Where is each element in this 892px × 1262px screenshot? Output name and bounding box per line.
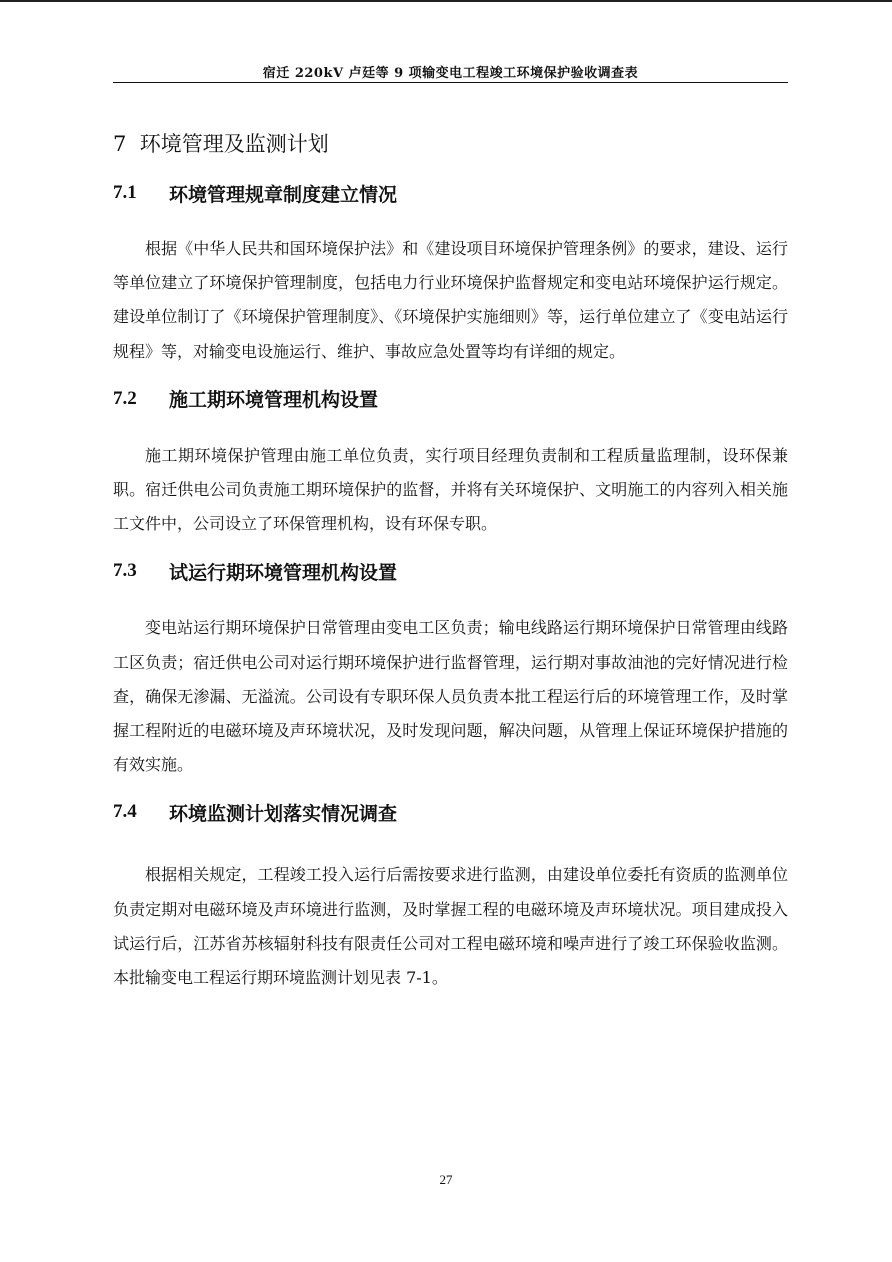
section-paragraph-7-3: 变电站运行期环境保护日常管理由变电工区负责；输电线路运行期环境保护日常管理由线路工区负责；宿迁供电公司对运行期环境保护进行监督管理，运行期对事故油池的完好情况进行检查，确保无渗漏、无溢流。公司设有专职环保人员负责本批工程运行后的环境管理工作，及时掌握工程附近的电磁环境及声环境状况，及时发现问题，解决问题，从管理上保证环境保护措施的有效实施。: [113, 618, 788, 775]
section-heading-7-3: [113, 551, 788, 591]
chapter-heading: [113, 124, 788, 164]
section-title: 施工期环境管理机构设置: [169, 389, 379, 412]
document-body: [113, 124, 788, 995]
section-paragraph-7-2: 施工期环境保护管理由施工单位负责，实行项目经理负责制和工程质量监理制，设环保兼职。宿迁供电公司负责施工期环境保护的监督，并将有关环境保护、文明施工的内容列入相关施工文件中，公司设立了环保管理机构，设有环保专职。: [113, 445, 788, 534]
section-title: 环境管理规章制度建立情况: [169, 183, 398, 206]
running-header: 宿迁 220kV 卢廷等 9 项输变电工程竣工环境保护验收调查表: [262, 66, 639, 81]
header-rule: [113, 82, 788, 83]
section-paragraph-7-4: 根据相关规定，工程竣工投入运行后需按要求进行监测，由建设单位委托有资质的监测单位负责定期对电磁环境及声环境进行监测，及时掌握工程的电磁环境及声环境状况。项目建成投入试运行后，江苏省苏核辐射科技有限责任公司对工程电磁环境和噪声进行了竣工环保验收监测。本批输变电工程运行期环境监测计划见表 7-1。: [113, 865, 788, 988]
section-number: 7.4: [113, 801, 137, 823]
chapter-title: 环境管理及监测计划: [139, 132, 329, 156]
chapter-number: 7: [113, 132, 127, 156]
section-title: 环境监测计划落实情况调查: [169, 802, 398, 825]
section-number: 7.2: [113, 387, 137, 409]
section-number: 7.3: [113, 560, 137, 582]
section-title: 试运行期环境管理机构设置: [169, 561, 398, 584]
section-paragraph-7-1: 根据《中华人民共和国环境保护法》和《建设项目环境保护管理条例》的要求，建设、运行等单位建立了环境保护管理制度，包括电力行业环境保护监督规定和变电站环境保护运行规定。建设单位制订了《环境保护管理制度》、《环境保护实施细则》等，运行单位建立了《变电站运行规程》等，对输变电设施运行、维护、事故应急处置等均有详细的规定。: [113, 239, 788, 361]
section-number: 7.1: [113, 182, 137, 203]
section-heading-7-2: [113, 379, 788, 419]
page-top-border: [0, 0, 892, 2]
section-heading-7-4: [113, 792, 788, 832]
section-heading-7-1: [113, 174, 788, 212]
page-number: 27: [439, 1172, 453, 1187]
